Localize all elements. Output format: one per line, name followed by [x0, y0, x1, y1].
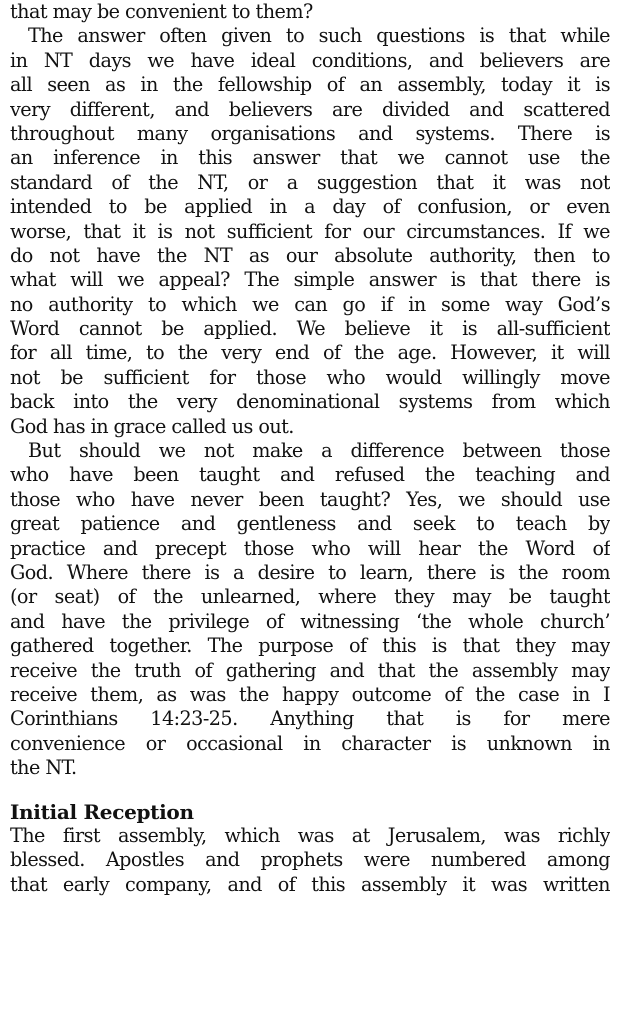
text-line: God has in grace called us out.: [10, 414, 294, 438]
section-heading: Initial Reception: [10, 799, 194, 824]
text-line: blessed. Apostles and prophets were numbered among: [10, 848, 610, 872]
text-line: the NT.: [10, 756, 77, 780]
text-line: that early company, and of this assembly it was written: [10, 872, 610, 896]
text-line: not be sufficient for those who would willingly move: [10, 365, 610, 389]
text-line: and have the privilege of witnessing ‘the whole church’: [10, 609, 610, 633]
text-line: in NT days we have ideal conditions, and believers are: [10, 48, 610, 72]
text-line: (or seat) of the unlearned, where they may be taught: [10, 585, 610, 609]
text-line: very different, and believers are divided and scattered: [10, 97, 610, 121]
text-line: receive them, as was the happy outcome of the case in I: [10, 682, 610, 706]
text-line: no authority to which we can go if in some way God’s: [10, 292, 610, 316]
document-page: [10, 0, 610, 897]
text-line: The first assembly, which was at Jerusalem, was richly: [10, 823, 610, 847]
text-line: Word cannot be applied. We believe it is all-sufficient: [10, 317, 610, 341]
text-line: gathered together. The purpose of this is that they may: [10, 634, 610, 658]
text-line: great patience and gentleness and seek to teach by: [10, 512, 610, 536]
text-line: intended to be applied in a day of confusion, or even: [10, 195, 610, 219]
text-line: for all time, to the very end of the age. However, it will: [10, 341, 610, 365]
text-line: those who have never been taught? Yes, we should use: [10, 487, 610, 511]
text-line: an inference in this answer that we cannot use the: [10, 146, 610, 170]
text-line: worse, that it is not sufficient for our circumstances. If we: [10, 219, 610, 243]
text-line: do not have the NT as our absolute authority, then to: [10, 243, 610, 267]
text-line: convenience or occasional in character is unknown in: [10, 731, 610, 755]
text-line: what will we appeal? The simple answer is that there is: [10, 268, 610, 292]
text-line: God. Where there is a desire to learn, there is the room: [10, 560, 610, 584]
section-gap: [10, 781, 610, 800]
text-line: throughout many organisations and systems. There is: [10, 121, 610, 145]
text-line: who have been taught and refused the teaching and: [10, 463, 610, 487]
text-line: all seen as in the fellowship of an assembly, today it is: [10, 73, 610, 97]
text-line: practice and precept those who will hear the Word of: [10, 536, 610, 560]
text-line: that may be convenient to them?: [10, 0, 313, 23]
text-line: standard of the NT, or a suggestion that it was not: [10, 170, 610, 194]
paragraph-start-line: The answer often given to such questions is that while: [28, 24, 610, 48]
text-line: Corinthians 14:23-25. Anything that is for mere: [10, 707, 610, 731]
paragraph-start-line: But should we not make a difference between those: [28, 439, 610, 463]
text-line: receive the truth of gathering and that the assembly may: [10, 658, 610, 682]
text-line: back into the very denominational systems from which: [10, 390, 610, 414]
